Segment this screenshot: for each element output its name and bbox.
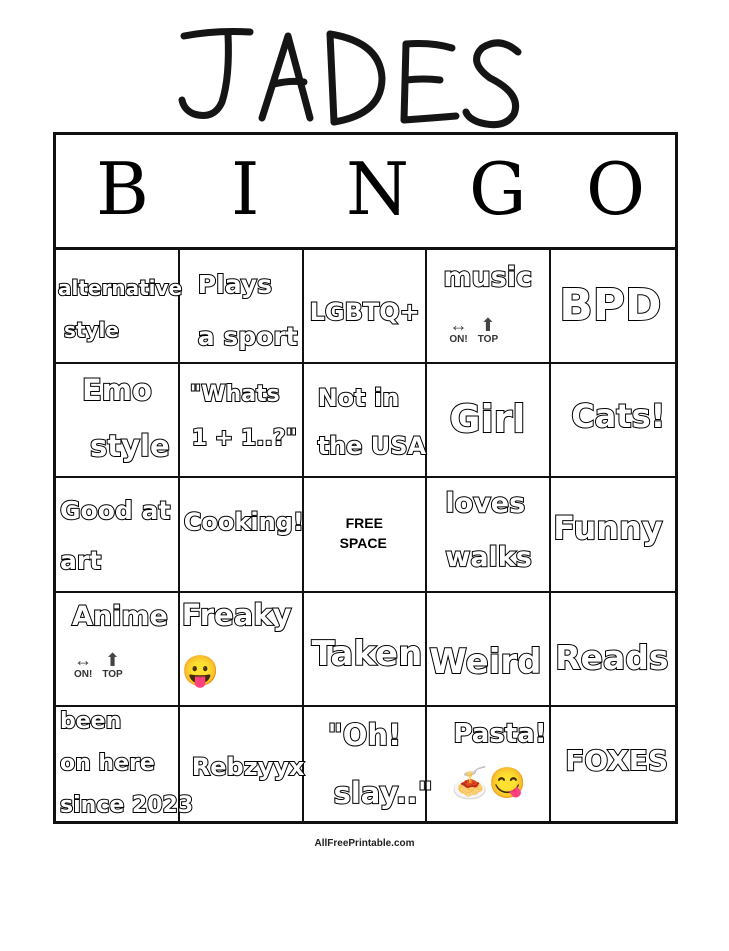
on-top-emoji: [74, 651, 123, 680]
title-scribble: [170, 22, 550, 134]
cell-text: style: [90, 429, 170, 464]
cell-text: art: [60, 546, 102, 576]
cell-text: LGBTQ+: [309, 298, 420, 326]
cell-text: music: [443, 262, 533, 293]
bingo-cell[interactable]: [304, 593, 428, 707]
bingo-cell[interactable]: [56, 707, 194, 821]
cell-text: Taken: [311, 633, 423, 674]
cell-text: Reads: [555, 637, 669, 677]
bingo-cell[interactable]: [180, 250, 304, 364]
left-right-arrow-icon: ↔: [74, 649, 93, 670]
bingo-cell[interactable]: [180, 364, 304, 478]
top-badge: [478, 316, 498, 345]
bingo-header: [56, 135, 675, 250]
header-letter-n: N: [346, 147, 409, 231]
cell-text: style: [64, 318, 119, 342]
cell-text: alternative: [58, 276, 183, 300]
cell-text: Funny: [553, 509, 663, 548]
header-letter-i: I: [231, 147, 260, 231]
cell-text: slay..": [333, 775, 433, 810]
left-right-arrow-icon: ↔: [449, 315, 468, 335]
bingo-cell[interactable]: [180, 707, 304, 821]
cell-text: Girl: [449, 397, 526, 442]
bingo-board: [53, 132, 678, 824]
top-badge: [102, 651, 122, 680]
bingo-cell[interactable]: [304, 707, 433, 821]
up-arrow-icon: ⬆: [104, 649, 121, 670]
cell-text: "Whats: [189, 382, 280, 408]
cell-text: "Oh!: [327, 717, 402, 752]
cell-text: loves: [445, 488, 526, 520]
bingo-cell[interactable]: [180, 478, 304, 592]
cell-text: Weird: [429, 641, 542, 682]
badge-label: TOP: [102, 668, 123, 680]
cell-text: Not in: [317, 384, 400, 413]
cell-text: Good at: [60, 496, 171, 526]
cell-text: Pasta!: [453, 718, 547, 749]
cell-text: BPD: [559, 280, 662, 331]
bingo-cell[interactable]: [304, 364, 428, 478]
bingo-cell[interactable]: [427, 593, 551, 707]
bingo-cell[interactable]: [427, 478, 551, 592]
cell-text: since 2023: [60, 792, 194, 818]
badge-label: ON!: [449, 334, 468, 345]
bingo-cell[interactable]: [56, 364, 180, 478]
bingo-cell[interactable]: [56, 250, 183, 364]
cell-text: FOXES: [565, 743, 668, 777]
handwritten-title: [170, 22, 550, 134]
bingo-grid: [56, 250, 675, 821]
space-label: SPACE: [339, 535, 387, 552]
on-top-emoji: [449, 316, 498, 345]
header-letter-g: G: [469, 147, 527, 231]
bingo-cell[interactable]: [56, 478, 180, 592]
cell-text: on here: [60, 750, 155, 776]
cell-text: Rebzyyx: [191, 752, 305, 781]
header-letter-b: B: [96, 147, 149, 231]
on-badge: [74, 651, 92, 680]
free-label: FREE: [345, 515, 383, 532]
footer-credit: AllFreePrintable.com: [314, 838, 415, 849]
bingo-cell[interactable]: [551, 593, 675, 707]
bingo-cell[interactable]: [551, 250, 675, 364]
bingo-cell[interactable]: [304, 250, 428, 364]
cell-text: walks: [445, 542, 532, 574]
cell-text: 1 + 1..?": [191, 426, 298, 452]
badge-label: TOP: [477, 334, 499, 345]
tongue-out-emoji-icon: 😛: [181, 654, 220, 688]
bingo-cell[interactable]: [427, 364, 551, 478]
bingo-cell[interactable]: [427, 707, 551, 821]
bingo-cell[interactable]: [56, 593, 180, 707]
up-arrow-icon: ⬆: [480, 315, 496, 335]
cell-text: the USA: [317, 432, 427, 461]
bingo-cell-free-space[interactable]: [304, 478, 428, 592]
on-badge: [449, 316, 467, 345]
cell-text: Freaky: [181, 597, 292, 632]
cell-text: Emo: [82, 373, 152, 408]
spaghetti-yum-emoji-icon: 🍝😋: [451, 766, 527, 800]
bingo-cell[interactable]: [551, 364, 675, 478]
cell-text: Cats!: [571, 397, 666, 436]
bingo-cell[interactable]: [551, 478, 675, 592]
cell-text: Anime: [72, 600, 168, 632]
badge-label: ON!: [74, 668, 93, 680]
cell-text: Cooking!: [183, 508, 304, 537]
bingo-cell[interactable]: [551, 707, 675, 821]
cell-text: been: [60, 708, 122, 734]
cell-text: a sport: [197, 322, 298, 351]
bingo-cell[interactable]: [427, 250, 551, 364]
header-letter-o: O: [586, 147, 646, 231]
cell-text: Plays: [197, 270, 272, 299]
bingo-cell[interactable]: [180, 593, 304, 707]
